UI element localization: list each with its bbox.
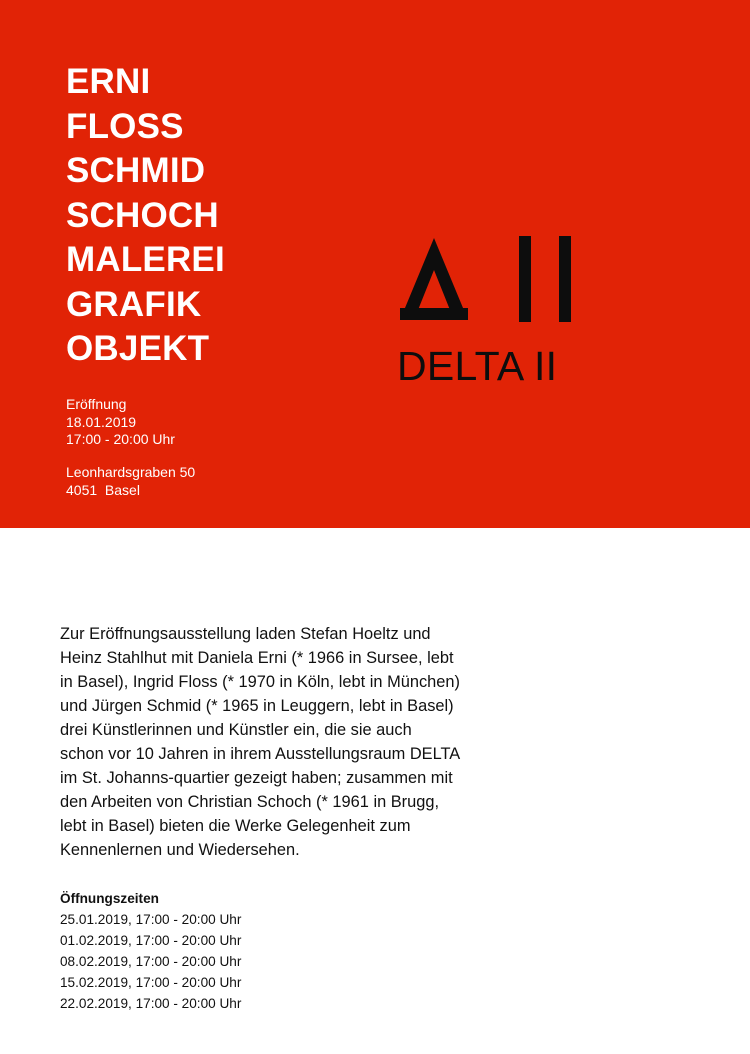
intro-line: Zur Eröffnungsausstellung laden Stefan Hoeltz und — [60, 625, 431, 643]
address-block — [66, 464, 195, 499]
opening-hours-item: 01.02.2019, 17:00 - 20:00 Uhr — [60, 933, 242, 948]
intro-paragraph — [60, 622, 510, 862]
artist-name: FLOSS — [66, 106, 184, 146]
intro-line: und Jürgen Schmid (* 1965 in Leuggern, lebt in Basel) — [60, 697, 454, 715]
intro-line: Heinz Stahlhut mit Daniela Erni (* 1966 in Sursee, lebt — [60, 649, 454, 667]
artist-name: SCHMID — [66, 151, 206, 190]
opening-time: 17:00 - 20:00 Uhr — [66, 431, 175, 447]
opening-date: 18.01.2019 — [66, 413, 137, 430]
opening-label: Eröffnung — [66, 396, 127, 412]
intro-line: Kennenlernen und Wiedersehen. — [60, 841, 300, 859]
opening-hours — [60, 888, 241, 1014]
opening-hours-item: 15.02.2019, 17:00 - 20:00 Uhr — [60, 975, 242, 990]
artist-list — [66, 60, 225, 372]
opening-hours-item: 25.01.2019, 17:00 - 20:00 Uhr — [60, 912, 242, 927]
gallery-name: DELTA II — [397, 343, 558, 389]
address-city: 4051 Basel — [66, 481, 140, 498]
opening-hours-list — [60, 909, 241, 1014]
medium-label: GRAFIK — [66, 284, 202, 324]
opening-hours-item: 08.02.2019, 17:00 - 20:00 Uhr — [60, 954, 242, 969]
intro-line: im St. Johanns-quartier gezeigt haben; zusammen mit — [60, 769, 453, 787]
intro-line: in Basel), Ingrid Floss (* 1970 in Köln, lebt in München) — [60, 673, 460, 691]
medium-label: OBJEKT — [66, 329, 210, 368]
medium-label: MALEREI — [66, 240, 225, 279]
artist-name: ERNI — [66, 62, 151, 101]
artist-name: SCHOCH — [66, 195, 219, 235]
address-street: Leonhardsgraben 50 — [66, 464, 196, 480]
intro-line: drei Künstlerinnen und Künstler ein, die sie auch — [60, 721, 412, 739]
opening-hours-title: Öffnungszeiten — [60, 891, 159, 906]
intro-line: lebt in Basel) bieten die Werke Gelegenheit zum — [60, 817, 411, 835]
opening-info — [66, 396, 175, 449]
intro-line: schon vor 10 Jahren in ihrem Ausstellungsraum DELTA — [60, 745, 461, 763]
delta-logo-icon — [396, 234, 576, 324]
opening-hours-item: 22.02.2019, 17:00 - 20:00 Uhr — [60, 996, 242, 1011]
intro-line: den Arbeiten von Christian Schoch (* 1961 in Brugg, — [60, 793, 440, 811]
